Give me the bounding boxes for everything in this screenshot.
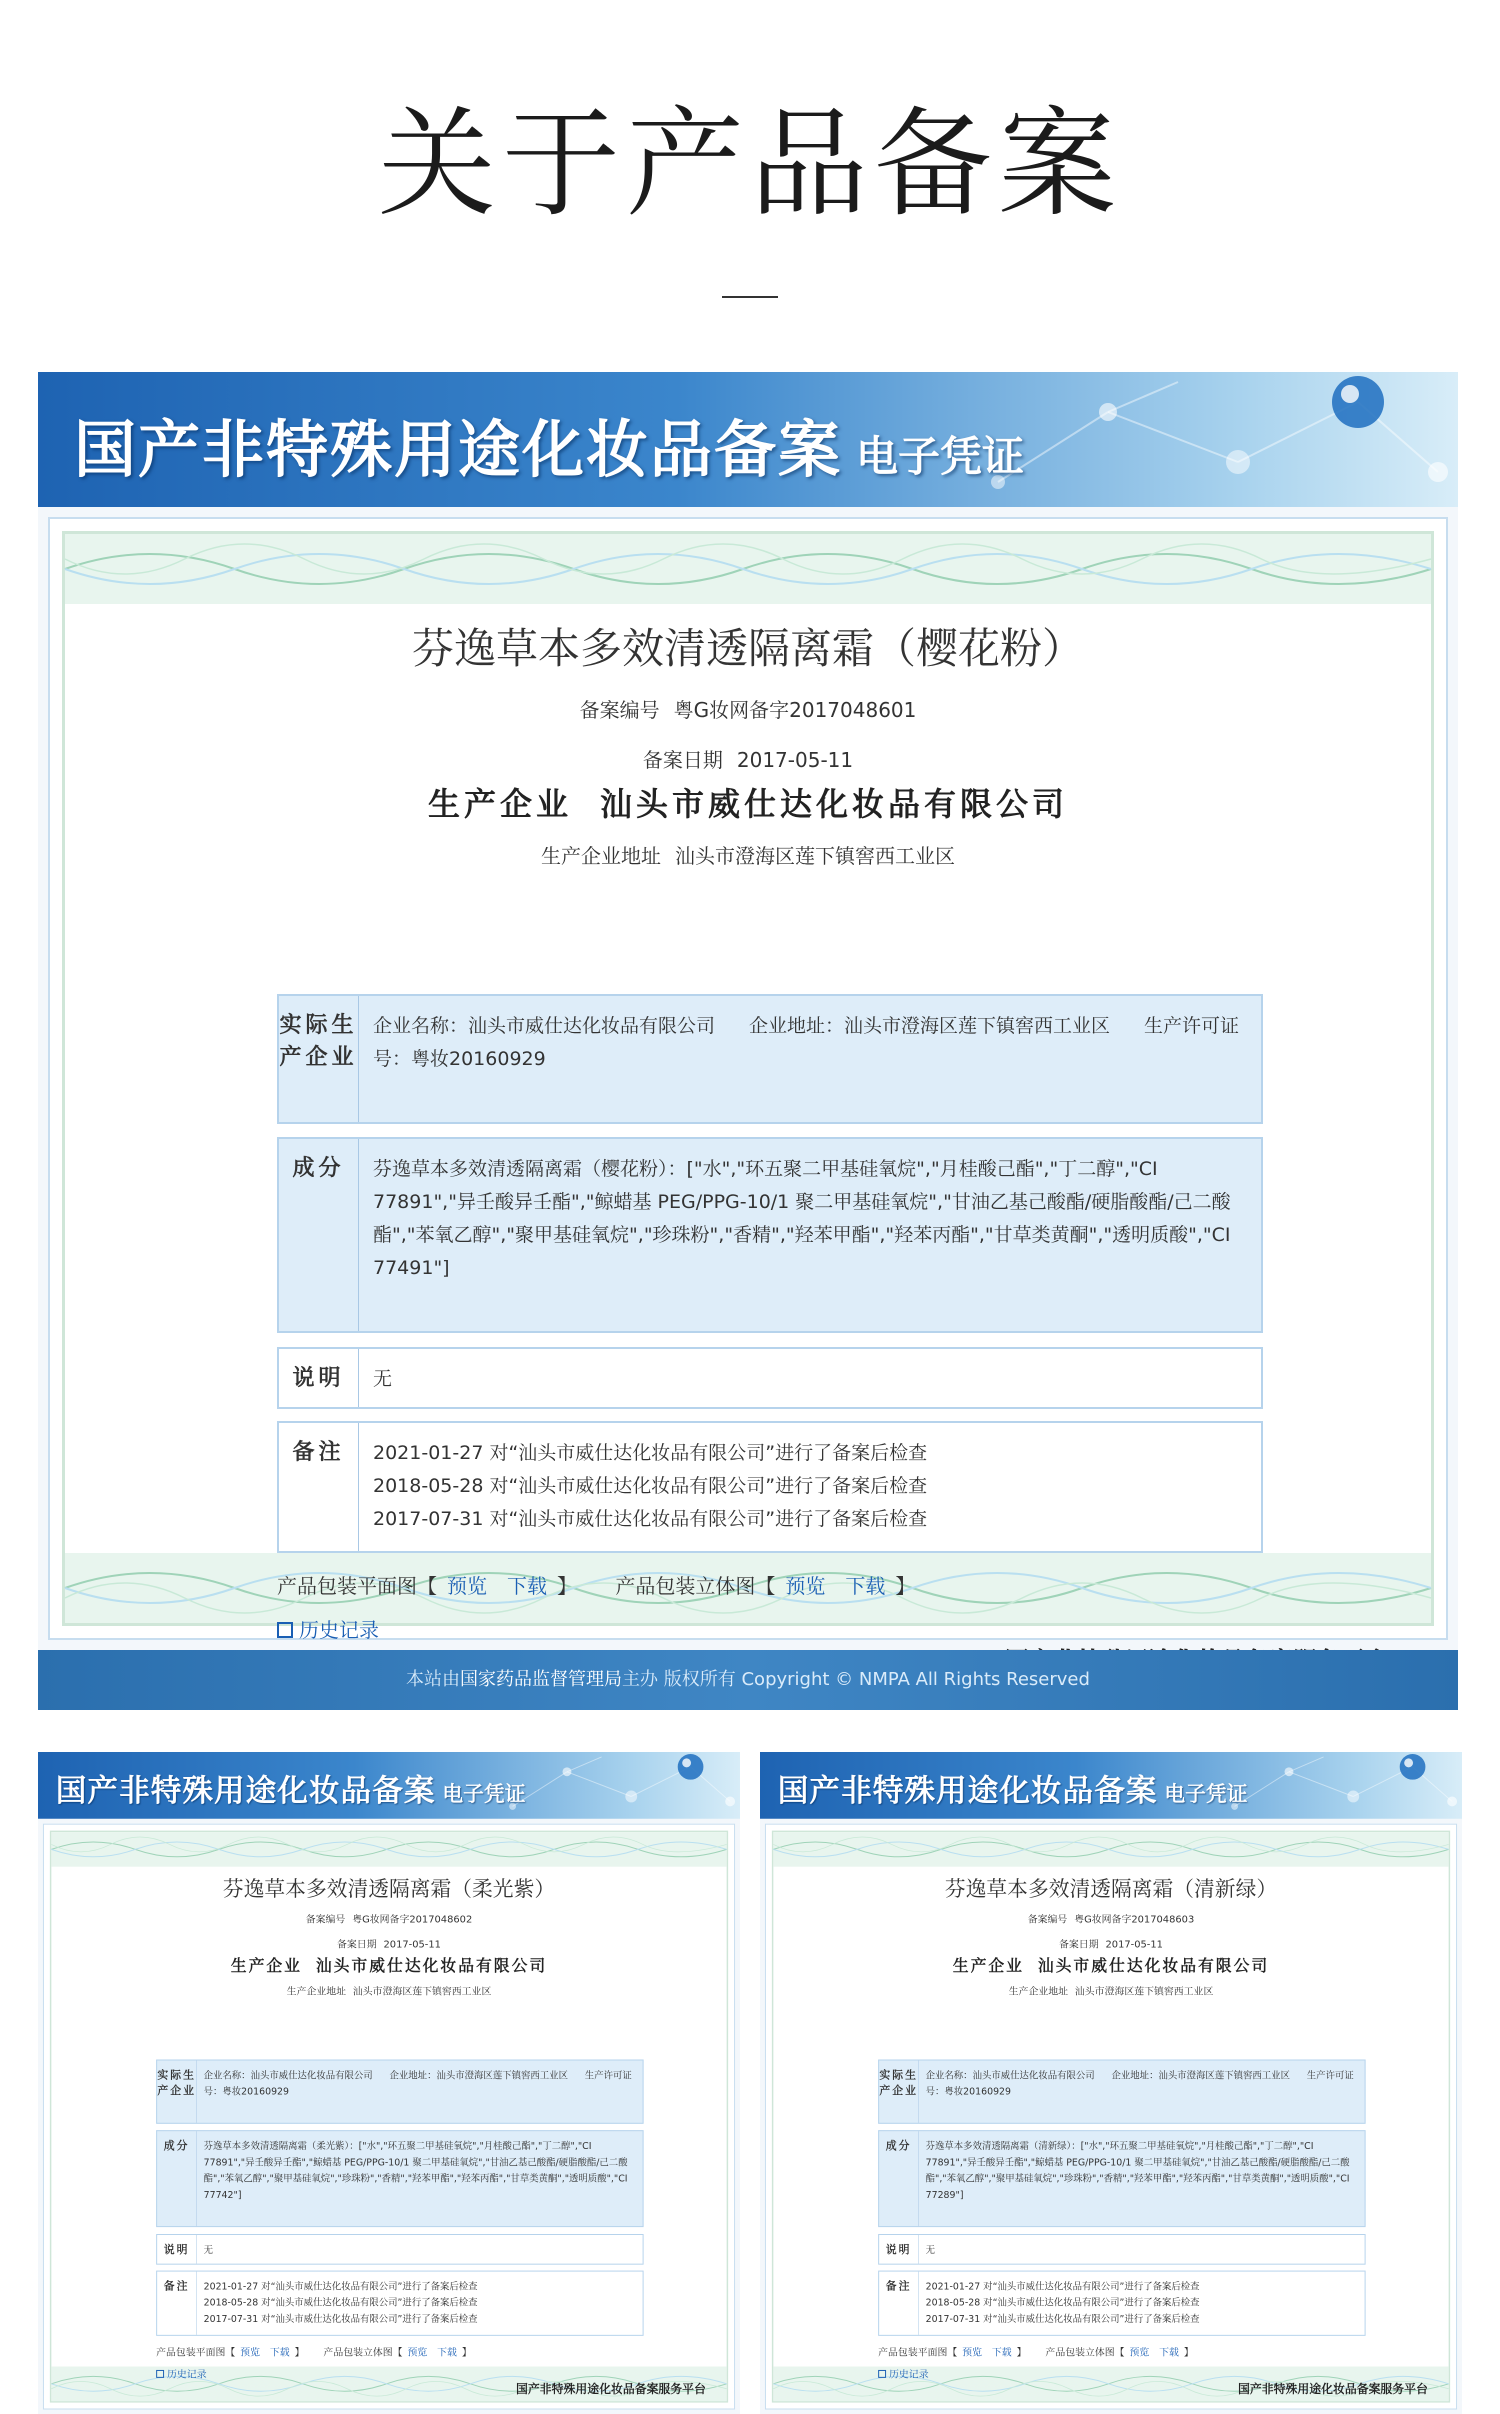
remarks-text	[204, 2279, 636, 2328]
footer-org: 国家药品监督管理局	[460, 1669, 623, 1690]
remarks-label: 备注	[879, 2272, 919, 2335]
filing-date-label: 备案日期	[1059, 1937, 1099, 1950]
actual-company-text	[204, 2067, 636, 2100]
package-flat-label: 产品包装平面图【	[277, 1574, 437, 1598]
certificate	[38, 1752, 740, 2414]
guilloche-top-decoration-icon	[65, 534, 1431, 604]
description-label: 说明	[279, 1349, 359, 1407]
ingredients-box	[277, 1137, 1263, 1333]
header-title-text: 国产非特殊用途化妆品备案	[74, 413, 843, 486]
description-box	[878, 2234, 1365, 2265]
ingredients-text: 芬逸草本多效清透隔离霜（樱花粉）：["水","环五聚二甲基硅氧烷","月桂酸己酯","丁二醇","CI 77891","异壬酸异壬酯","鲸蜡基 PEG/PPG-10/1 聚二甲基硅氧烷","甘油乙基己酸酯/硬脂酸酯/己二酸酯","苯氧乙醇","聚甲基硅氧烷","珍珠粉","香精","羟苯甲酯","羟苯丙酯","甘草类黄酮","透明质酸","CI 77491"]	[373, 1158, 1231, 1279]
certificate-header	[38, 372, 1458, 507]
remark-item: 2021-01-27 对“汕头市威仕达化妆品有限公司”进行了备案后检查	[925, 2280, 1200, 2292]
package-images-row	[277, 1570, 915, 1599]
remarks-text	[373, 1437, 1247, 1536]
header-subtitle-text: 电子凭证	[442, 1781, 526, 1806]
package-3d-download-link[interactable]: 下载	[437, 2346, 457, 2359]
actual-company-license: 生产许可证号：粤妆20160929	[925, 2069, 1354, 2098]
guilloche-top-decoration-icon	[773, 1832, 1448, 1867]
filing-date-value: 2017-05-11	[1105, 1937, 1163, 1950]
header-subtitle-text: 电子凭证	[1164, 1781, 1248, 1806]
actual-company-text	[373, 1010, 1247, 1076]
actual-company-text	[926, 2067, 1358, 2100]
filing-date-value: 2017-05-11	[736, 748, 854, 772]
package-flat-download-link[interactable]: 下载	[991, 2346, 1012, 2359]
certificate-body	[48, 517, 1448, 1640]
filing-number-label: 备案编号	[579, 698, 660, 722]
bracket-close: 】	[294, 2346, 305, 2359]
package-flat-preview-link[interactable]: 预览	[240, 2346, 260, 2359]
package-flat-preview-link[interactable]: 预览	[962, 2346, 982, 2359]
history-link[interactable]	[878, 2366, 928, 2380]
package-3d-label: 产品包装立体图【	[615, 1574, 776, 1598]
description-label: 说明	[157, 2235, 197, 2264]
package-flat-download-link[interactable]: 下载	[269, 2346, 290, 2359]
filing-number	[773, 1911, 1448, 1925]
bracket-close: 】	[557, 1574, 577, 1598]
filing-date	[773, 1936, 1448, 1950]
certificate-inner-frame	[772, 1831, 1450, 2403]
package-3d-preview-link[interactable]: 预览	[785, 1574, 826, 1598]
certificate	[38, 372, 1458, 1650]
history-link-label: 历史记录	[167, 2367, 207, 2380]
manufacturer-label: 生产企业	[427, 785, 572, 823]
history-icon	[156, 2370, 164, 2378]
actual-company-address: 企业地址：汕头市澄海区莲下镇窖西工业区	[1111, 2069, 1290, 2081]
description-label: 说明	[879, 2235, 919, 2264]
history-link-label: 历史记录	[299, 1618, 379, 1642]
main-certificate	[38, 372, 1458, 1650]
ingredients-box	[156, 2130, 643, 2227]
filing-number-label: 备案编号	[305, 1913, 346, 1926]
history-link[interactable]	[277, 1614, 379, 1643]
footer-suffix: 主办 版权所有 Copyright © NMPA All Rights Reserved	[622, 1669, 1090, 1690]
remarks-label: 备注	[279, 1423, 359, 1551]
description-text: 无	[203, 2244, 214, 2256]
footer-prefix: 本站由	[406, 1669, 461, 1690]
manufacturer-value: 汕头市威仕达化妆品有限公司	[315, 1956, 548, 1975]
package-3d-download-link[interactable]: 下载	[845, 1574, 886, 1598]
title-divider	[722, 296, 778, 298]
remarks-box	[156, 2271, 643, 2336]
filing-date	[51, 1936, 726, 1950]
package-flat-download-link[interactable]: 下载	[507, 1574, 547, 1598]
manufacturer	[51, 1953, 726, 1976]
description-text: 无	[925, 2244, 936, 2256]
remarks-box	[878, 2271, 1365, 2336]
manufacturer-address	[773, 1983, 1448, 1997]
manufacturer-address	[65, 840, 1431, 869]
manufacturer-address-label: 生产企业地址	[541, 844, 661, 868]
manufacturer	[773, 1953, 1448, 1976]
manufacturer-value: 汕头市威仕达化妆品有限公司	[600, 785, 1069, 823]
ingredients-label: 成分	[279, 1139, 359, 1331]
manufacturer-label: 生产企业	[952, 1956, 1024, 1975]
manufacturer-address-label: 生产企业地址	[1008, 1985, 1068, 1998]
certificate-header-title	[56, 1766, 526, 1810]
filing-number	[51, 1911, 726, 1925]
package-flat-label: 产品包装平面图【	[878, 2346, 958, 2359]
remark-item: 2017-07-31 对“汕头市威仕达化妆品有限公司”进行了备案后检查	[203, 2313, 478, 2325]
actual-company-box	[156, 2059, 643, 2123]
package-flat-preview-link[interactable]: 预览	[447, 1574, 487, 1598]
guilloche-top-decoration-icon	[51, 1832, 726, 1867]
ingredients-text: 芬逸草本多效清透隔离霜（柔光紫）：["水","环五聚二甲基硅氧烷","月桂酸己酯","丁二醇","CI 77891","异壬酸异壬酯","鲸蜡基 PEG/PPG-10/1 聚二甲基硅氧烷","甘油乙基己酸酯/硬脂酸酯/己二酸酯","苯氧乙醇","聚甲基硅氧烷","珍珠粉","香精","羟苯甲酯","羟苯丙酯","甘草类黄酮","透明质酸","CI 77742"]	[203, 2140, 628, 2201]
description-box	[156, 2234, 643, 2265]
certificate-thumbnail-left	[38, 1752, 740, 2397]
certificate-body	[765, 1824, 1457, 2410]
package-3d-download-link[interactable]: 下载	[1159, 2346, 1179, 2359]
filing-number-value: 粤G妆网备字2017048603	[1074, 1913, 1195, 1926]
copyright-footer	[38, 1650, 1458, 1710]
filing-date-label: 备案日期	[642, 748, 723, 772]
certificate-header	[38, 1752, 740, 1819]
bracket-close: 】	[1016, 2346, 1027, 2359]
remarks-text	[926, 2279, 1358, 2328]
platform-name: 国产非特殊用途化妆品备案服务平台	[1238, 2382, 1428, 2397]
package-images-row	[878, 2344, 1194, 2358]
actual-company-license: 生产许可证号：粤妆20160929	[203, 2069, 632, 2098]
product-name: 芬逸草本多效清透隔离霜（柔光紫）	[222, 1876, 556, 1901]
header-subtitle-text: 电子凭证	[856, 432, 1025, 481]
platform-name: 国产非特殊用途化妆品备案服务平台	[516, 2382, 706, 2397]
ingredients-label: 成分	[157, 2131, 197, 2226]
manufacturer-address-value: 汕头市澄海区莲下镇窖西工业区	[352, 1985, 492, 1998]
manufacturer	[65, 779, 1431, 825]
manufacturer-value: 汕头市威仕达化妆品有限公司	[1037, 1956, 1270, 1975]
bracket-close: 】	[895, 1574, 916, 1598]
manufacturer-address	[51, 1983, 726, 1997]
package-3d-preview-link[interactable]: 预览	[1129, 2346, 1150, 2359]
bracket-close: 】	[461, 2346, 472, 2359]
ingredients-box	[878, 2130, 1365, 2227]
history-icon	[878, 2370, 886, 2378]
remark-item: 2017-07-31 对“汕头市威仕达化妆品有限公司”进行了备案后检查	[373, 1508, 928, 1530]
package-3d-label: 产品包装立体图【	[1045, 2346, 1125, 2359]
actual-company-name: 企业名称：汕头市威仕达化妆品有限公司	[373, 1015, 716, 1037]
page-title: 关于产品备案	[377, 95, 1122, 233]
actual-company-address: 企业地址：汕头市澄海区莲下镇窖西工业区	[749, 1015, 1111, 1037]
remark-item: 2018-05-28 对“汕头市威仕达化妆品有限公司”进行了备案后检查	[203, 2297, 478, 2309]
history-link-label: 历史记录	[889, 2367, 929, 2380]
certificate-inner-frame	[62, 531, 1434, 1642]
actual-company-label: 实际生产企业	[279, 996, 359, 1122]
remark-item: 2017-07-31 对“汕头市威仕达化妆品有限公司”进行了备案后检查	[925, 2313, 1200, 2325]
filing-number	[65, 694, 1431, 723]
product-name: 芬逸草本多效清透隔离霜（清新绿）	[944, 1876, 1278, 1901]
filing-date	[65, 744, 1431, 773]
header-title-text: 国产非特殊用途化妆品备案	[777, 1772, 1158, 1809]
bracket-close: 】	[1183, 2346, 1194, 2359]
manufacturer-label: 生产企业	[230, 1956, 302, 1975]
manufacturer-address-label: 生产企业地址	[286, 1985, 346, 1998]
actual-company-box	[277, 994, 1263, 1124]
filing-number-value: 粤G妆网备字2017048601	[673, 698, 917, 722]
package-flat-label: 产品包装平面图【	[156, 2346, 236, 2359]
remark-item: 2018-05-28 对“汕头市威仕达化妆品有限公司”进行了备案后检查	[373, 1475, 928, 1497]
ingredients-label: 成分	[879, 2131, 919, 2226]
package-3d-label: 产品包装立体图【	[323, 2346, 403, 2359]
certificate	[760, 1752, 1462, 2414]
actual-company-address: 企业地址：汕头市澄海区莲下镇窖西工业区	[389, 2069, 568, 2081]
actual-company-label: 实际生产企业	[879, 2060, 919, 2122]
certificate-header-title	[74, 400, 1024, 489]
ingredients-text: 芬逸草本多效清透隔离霜（清新绿）：["水","环五聚二甲基硅氧烷","月桂酸己酯","丁二醇","CI 77891","异壬酸异壬酯","鲸蜡基 PEG/PPG-10/1 聚二甲基硅氧烷","甘油乙基己酸酯/硬脂酸酯/己二酸酯","苯氧乙醇","聚甲基硅氧烷","珍珠粉","香精","羟苯甲酯","羟苯丙酯","甘草类黄酮","透明质酸","CI 77289"]	[925, 2140, 1350, 2201]
package-images-row	[156, 2344, 472, 2358]
product-name: 芬逸草本多效清透隔离霜（樱花粉）	[411, 624, 1084, 673]
actual-company-license: 生产许可证号：粤妆20160929	[373, 1015, 1240, 1070]
filing-date-value: 2017-05-11	[383, 1937, 441, 1950]
certificate-body	[43, 1824, 735, 2410]
actual-company-box	[878, 2059, 1365, 2123]
header-title-text: 国产非特殊用途化妆品备案	[55, 1772, 436, 1809]
certificate-header-title	[778, 1766, 1248, 1810]
remarks-box	[277, 1421, 1263, 1553]
certificate-header	[760, 1752, 1462, 1819]
certificate-thumbnail-right	[760, 1752, 1462, 2397]
package-3d-preview-link[interactable]: 预览	[407, 2346, 428, 2359]
actual-company-name: 企业名称：汕头市威仕达化妆品有限公司	[925, 2069, 1095, 2081]
actual-company-name: 企业名称：汕头市威仕达化妆品有限公司	[203, 2069, 373, 2081]
actual-company-label: 实际生产企业	[157, 2060, 197, 2122]
filing-number-value: 粤G妆网备字2017048602	[352, 1913, 473, 1926]
remark-item: 2021-01-27 对“汕头市威仕达化妆品有限公司”进行了备案后检查	[203, 2280, 478, 2292]
filing-date-label: 备案日期	[337, 1937, 377, 1950]
history-icon	[277, 1622, 293, 1638]
description-box	[277, 1347, 1263, 1409]
manufacturer-address-value: 汕头市澄海区莲下镇窖西工业区	[1074, 1985, 1214, 1998]
description-text: 无	[373, 1368, 393, 1390]
manufacturer-address-value: 汕头市澄海区莲下镇窖西工业区	[675, 844, 955, 868]
remark-item: 2021-01-27 对“汕头市威仕达化妆品有限公司”进行了备案后检查	[373, 1442, 928, 1464]
filing-number-label: 备案编号	[1027, 1913, 1068, 1926]
remarks-label: 备注	[157, 2272, 197, 2335]
history-link[interactable]	[156, 2366, 206, 2380]
remark-item: 2018-05-28 对“汕头市威仕达化妆品有限公司”进行了备案后检查	[925, 2297, 1200, 2309]
certificate-inner-frame	[50, 1831, 728, 2403]
